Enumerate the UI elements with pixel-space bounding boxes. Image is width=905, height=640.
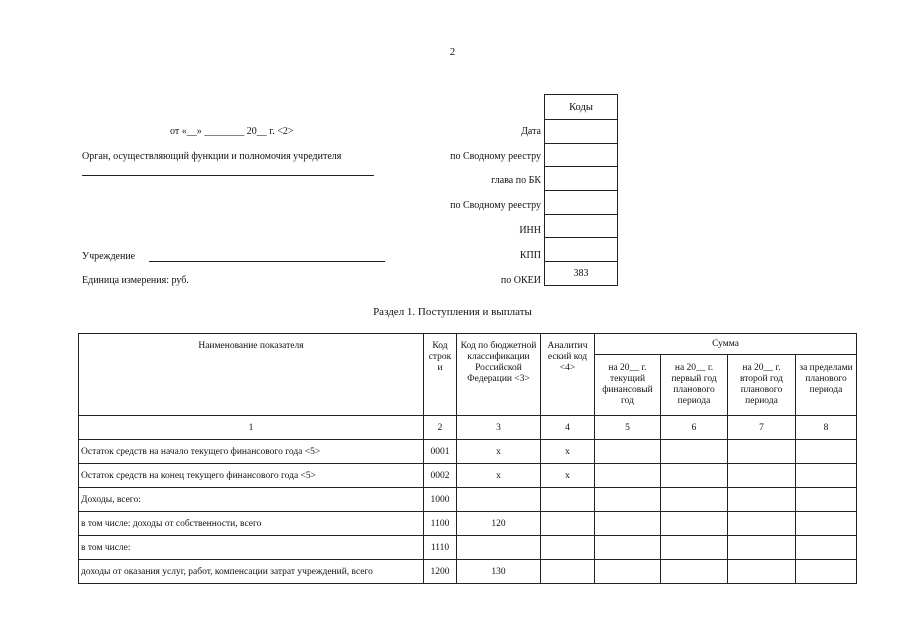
date-line: от «__» ________ 20__ г. <2> xyxy=(170,126,294,137)
section-title: Раздел 1. Поступления и выплаты xyxy=(373,306,532,318)
institution-label: Учреждение xyxy=(82,251,136,262)
row-analytic-code xyxy=(541,536,595,560)
code-label-inn: ИНН xyxy=(519,225,541,236)
header-name: Наименование показателя xyxy=(79,334,424,416)
row-sum-current[interactable] xyxy=(595,512,661,536)
row-sum-first-plan[interactable] xyxy=(661,536,728,560)
row-sum-first-plan[interactable] xyxy=(661,488,728,512)
row-name: в том числе: xyxy=(79,536,424,560)
row-sum-second-plan[interactable] xyxy=(728,440,796,464)
row-analytic-code: x xyxy=(541,464,595,488)
header-code: Код строк и xyxy=(424,334,457,416)
table-row xyxy=(79,488,857,512)
code-value-date[interactable] xyxy=(545,119,617,143)
row-name: Остаток средств на начало текущего финансового года <5> xyxy=(79,440,424,464)
unit-label: Единица измерения: руб. xyxy=(82,275,189,286)
header-sum: Сумма xyxy=(595,334,857,355)
row-sum-beyond[interactable] xyxy=(796,488,857,512)
organ-label: Орган, осуществляющий функции и полномочия учредителя xyxy=(82,151,342,162)
row-sum-first-plan[interactable] xyxy=(661,440,728,464)
row-sum-beyond[interactable] xyxy=(796,464,857,488)
code-value-reestr-2[interactable] xyxy=(545,190,617,214)
row-sum-second-plan[interactable] xyxy=(728,536,796,560)
code-value-reestr-1[interactable] xyxy=(545,143,617,167)
row-analytic-code xyxy=(541,560,595,584)
header-sum-current: на 20__ г. текущий финансовый год xyxy=(595,355,661,416)
col-number: 6 xyxy=(661,416,728,440)
col-number: 2 xyxy=(424,416,457,440)
code-value-kpp[interactable] xyxy=(545,237,617,261)
col-number: 4 xyxy=(541,416,595,440)
row-budget-code: x xyxy=(457,440,541,464)
code-label-kpp: КПП xyxy=(519,250,541,261)
row-budget-code: 130 xyxy=(457,560,541,584)
row-budget-code: x xyxy=(457,464,541,488)
code-label-glava: глава по БК xyxy=(491,175,541,186)
header-sum-beyond: за пределами планового периода xyxy=(796,355,857,416)
table-row xyxy=(79,560,857,584)
code-label-reestr-1: по Сводному реестру xyxy=(450,151,541,162)
row-analytic-code xyxy=(541,512,595,536)
row-sum-current[interactable] xyxy=(595,560,661,584)
row-analytic-code: x xyxy=(541,440,595,464)
row-budget-code: 120 xyxy=(457,512,541,536)
row-sum-beyond[interactable] xyxy=(796,560,857,584)
page-number: 2 xyxy=(449,46,456,58)
row-sum-current[interactable] xyxy=(595,464,661,488)
table-row xyxy=(79,464,857,488)
row-analytic-code xyxy=(541,488,595,512)
row-sum-current[interactable] xyxy=(595,440,661,464)
code-value-okei[interactable]: 383 xyxy=(545,261,617,285)
organ-underline xyxy=(82,175,374,176)
code-value-inn[interactable] xyxy=(545,214,617,238)
row-budget-code xyxy=(457,536,541,560)
row-code: 1110 xyxy=(424,536,457,560)
row-sum-second-plan[interactable] xyxy=(728,464,796,488)
institution-underline xyxy=(149,261,385,262)
col-number: 7 xyxy=(728,416,796,440)
header-sum-second-plan: на 20__ г. второй год планового периода xyxy=(728,355,796,416)
row-name: Доходы, всего: xyxy=(79,488,424,512)
table-row xyxy=(79,512,857,536)
row-name: доходы от оказания услуг, работ, компенсации затрат учреждений, всего xyxy=(79,560,424,584)
row-sum-first-plan[interactable] xyxy=(661,560,728,584)
row-code: 1100 xyxy=(424,512,457,536)
codes-box xyxy=(544,94,618,286)
row-sum-current[interactable] xyxy=(595,488,661,512)
row-code: 1000 xyxy=(424,488,457,512)
row-sum-current[interactable] xyxy=(595,536,661,560)
row-name: в том числе: доходы от собственности, всего xyxy=(79,512,424,536)
row-code: 0001 xyxy=(424,440,457,464)
col-number: 3 xyxy=(457,416,541,440)
row-sum-first-plan[interactable] xyxy=(661,464,728,488)
row-budget-code xyxy=(457,488,541,512)
codes-title: Коды xyxy=(569,101,593,113)
row-code: 0002 xyxy=(424,464,457,488)
row-sum-second-plan[interactable] xyxy=(728,488,796,512)
col-number: 5 xyxy=(595,416,661,440)
row-sum-second-plan[interactable] xyxy=(728,512,796,536)
table-row xyxy=(79,536,857,560)
code-label-reestr-2: по Сводному реестру xyxy=(450,200,541,211)
code-label-okei: по ОКЕИ xyxy=(500,275,541,286)
row-sum-first-plan[interactable] xyxy=(661,512,728,536)
col-number: 8 xyxy=(796,416,857,440)
col-number: 1 xyxy=(79,416,424,440)
receipts-payments-table xyxy=(78,333,857,584)
code-label-date: Дата xyxy=(521,126,541,137)
row-sum-beyond[interactable] xyxy=(796,512,857,536)
header-sum-first-plan: на 20__ г. первый год планового периода xyxy=(661,355,728,416)
row-sum-beyond[interactable] xyxy=(796,536,857,560)
code-value-glava[interactable] xyxy=(545,166,617,190)
row-sum-beyond[interactable] xyxy=(796,440,857,464)
row-sum-second-plan[interactable] xyxy=(728,560,796,584)
table-row xyxy=(79,440,857,464)
row-name: Остаток средств на конец текущего финансового года <5> xyxy=(79,464,424,488)
row-code: 1200 xyxy=(424,560,457,584)
header-analytic-code: Аналитич еский код <4> xyxy=(541,334,595,416)
header-budget-code: Код по бюджетной классификации Российской Федерации <3> xyxy=(457,334,541,416)
